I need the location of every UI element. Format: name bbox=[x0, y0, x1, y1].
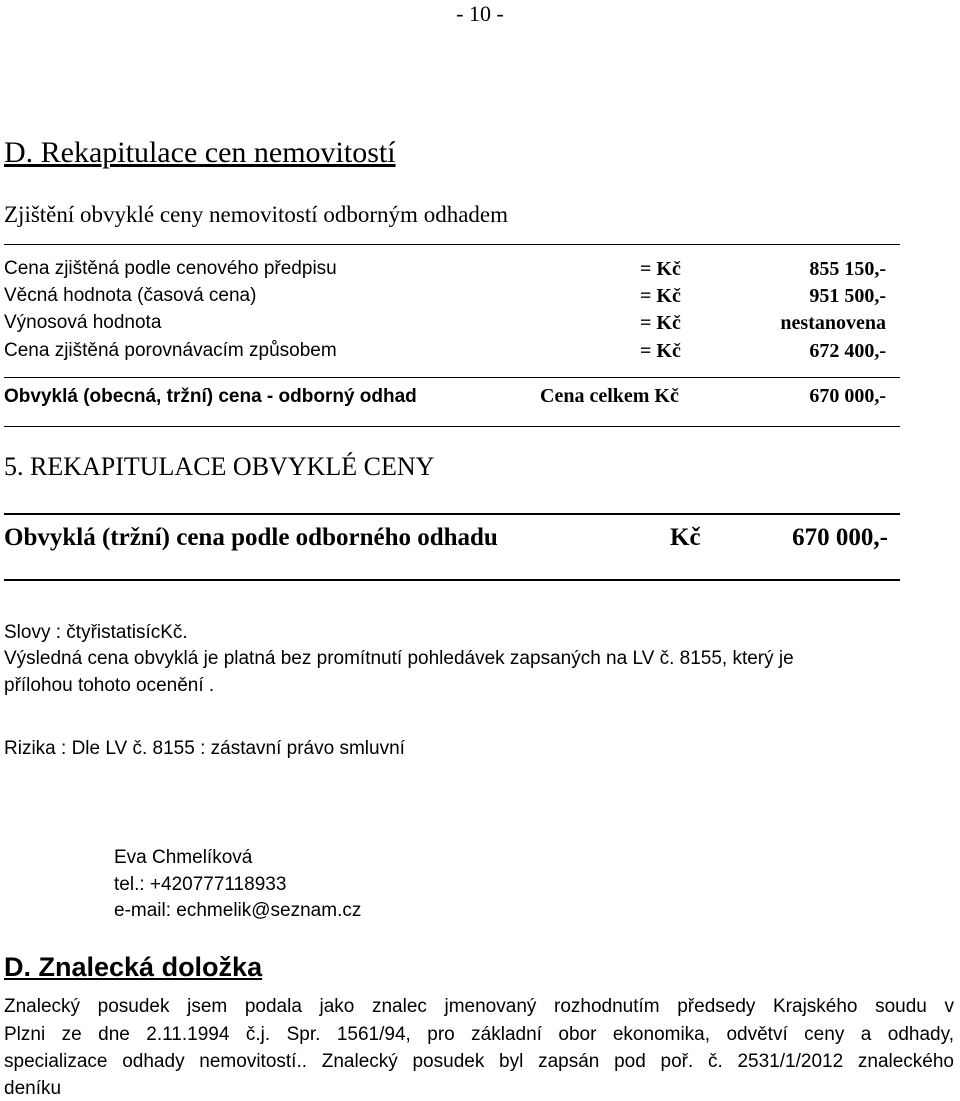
divider bbox=[4, 377, 900, 378]
clause-title: D. Znalecká doložka bbox=[4, 952, 263, 982]
price-label: Výnosová hodnota bbox=[4, 312, 162, 333]
clause-text: specializace odhady nemovitostí.. Znalecký posudek byl zapsán pod poř. č. 2531/1/2012 znaleckého bbox=[4, 1051, 954, 1072]
price-label: Cena zjištěná porovnávacím způsobem bbox=[4, 340, 337, 361]
price-label: Cena zjištěná podle cenového předpisu bbox=[4, 258, 337, 279]
price-label: Věcná hodnota (časová cena) bbox=[4, 285, 257, 306]
price-currency: = Kč bbox=[640, 312, 681, 334]
result-text: Výsledná cena obvyklá je platná bez promítnutí pohledávek zapsaných na LV č. 8155, který je bbox=[4, 648, 794, 669]
words-text: Slovy : čtyřistatisícKč. bbox=[4, 622, 188, 643]
signature-email: e-mail: echmelik@seznam.cz bbox=[114, 900, 362, 921]
page-number: - 10 - bbox=[456, 1, 504, 26]
total-value: 670 000,- bbox=[809, 385, 886, 407]
price-value: 951 500,- bbox=[809, 285, 886, 307]
recap-label: Obvyklá (tržní) cena podle odborného odhadu bbox=[4, 524, 498, 551]
price-value: nestanovena bbox=[780, 312, 886, 334]
section-title: D. Rekapitulace cen nemovitostí bbox=[4, 136, 396, 169]
risks-text: Rizika : Dle LV č. 8155 : zástavní právo smluvní bbox=[4, 738, 405, 759]
section-subtitle: Zjištění obvyklé ceny nemovitostí odborným odhadem bbox=[4, 202, 509, 227]
total-label: Obvyklá (obecná, tržní) cena - odborný odhad bbox=[4, 386, 417, 407]
recap-value: 670 000,- bbox=[792, 524, 888, 551]
result-text: přílohou tohoto ocenění . bbox=[4, 675, 215, 696]
price-currency: = Kč bbox=[640, 258, 681, 280]
price-currency: = Kč bbox=[640, 285, 681, 307]
clause-text: deníku bbox=[4, 1078, 62, 1099]
divider bbox=[4, 579, 900, 581]
price-value: 855 150,- bbox=[809, 258, 886, 280]
clause-text: Plzni ze dne 2.11.1994 č.j. Spr. 1561/94, pro základní obor ekonomika, odvětví ceny a odhady, bbox=[4, 1024, 954, 1045]
total-currency-label: Cena celkem Kč bbox=[540, 385, 679, 407]
divider bbox=[4, 513, 900, 515]
signature-name: Eva Chmelíková bbox=[114, 847, 253, 868]
price-currency: = Kč bbox=[640, 340, 681, 362]
recap-currency: Kč bbox=[670, 524, 701, 551]
divider bbox=[4, 426, 900, 427]
recap-title: 5. REKAPITULACE OBVYKLÉ CENY bbox=[4, 452, 435, 481]
divider bbox=[4, 244, 900, 245]
clause-text: Znalecký posudek jsem podala jako znalec jmenovaný rozhodnutím předsedy Krajského soudu v bbox=[4, 996, 954, 1017]
price-value: 672 400,- bbox=[809, 340, 886, 362]
signature-phone: tel.: +420777118933 bbox=[114, 874, 287, 895]
